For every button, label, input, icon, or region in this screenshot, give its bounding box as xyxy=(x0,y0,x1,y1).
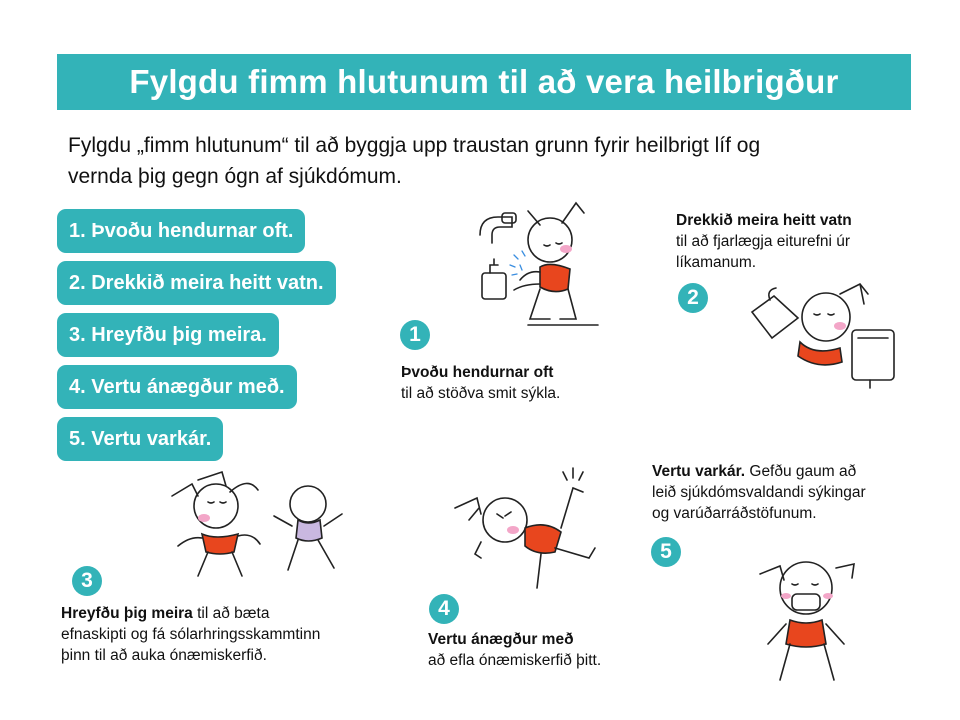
step-number-1 xyxy=(400,320,430,350)
step-label: 2. Drekkið meira heitt vatn. xyxy=(69,271,324,294)
caption-text: til að stöðva smit sýkla. xyxy=(401,385,561,402)
title-banner xyxy=(57,54,911,110)
caption-text: líkamanum. xyxy=(676,254,757,271)
step-pill-1 xyxy=(57,209,305,253)
illustration-careful-mask xyxy=(740,540,870,690)
caption-text: leið sjúkdómsvaldandi sýkingar xyxy=(652,484,866,501)
caption-text: Gefðu gaum að xyxy=(745,463,857,480)
illustration-happy xyxy=(445,458,625,598)
step-pill-5 xyxy=(57,417,223,461)
illustration-handwashing xyxy=(470,185,610,335)
step-label: 5. Vertu varkár. xyxy=(69,427,212,450)
caption-text: að efla ónæmiskerfið þitt. xyxy=(428,652,602,669)
caption-heading: Drekkið meira heitt vatn xyxy=(676,212,852,229)
step-number: 2 xyxy=(687,286,699,309)
caption-heading: Hreyfðu þig meira xyxy=(61,605,193,622)
step-label: 3. Hreyfðu þig meira. xyxy=(69,323,267,346)
step-number-3 xyxy=(72,566,102,596)
caption-text: til að bæta xyxy=(192,605,270,622)
step-number: 3 xyxy=(81,569,93,592)
caption-heading: Þvoðu hendurnar oft xyxy=(401,364,554,381)
caption-text: til að fjarlægja eiturefni úr xyxy=(676,233,851,250)
caption-heading: Vertu varkár. xyxy=(652,463,746,480)
caption-1 xyxy=(401,362,560,404)
caption-text: efnaskipti og fá sólarhringsskammtinn xyxy=(61,626,321,643)
intro-line-2: vernda þig gegn ógn af sjúkdómum. xyxy=(68,165,402,188)
caption-2 xyxy=(676,210,852,273)
step-pill-2 xyxy=(57,261,336,305)
step-pill-3 xyxy=(57,313,279,357)
page-title: Fylgdu fimm hlutunum til að vera heilbrigður xyxy=(129,63,839,100)
step-label: 1. Þvoðu hendurnar oft. xyxy=(69,219,294,242)
caption-text: þinn til að auka ónæmiskerfið. xyxy=(61,647,267,664)
caption-heading: Vertu ánægður með xyxy=(428,631,574,648)
step-number: 5 xyxy=(660,540,672,563)
step-number-4 xyxy=(429,594,459,624)
intro-text xyxy=(68,130,878,192)
step-number-2 xyxy=(678,283,708,313)
caption-text: og varúðarráðstöfunum. xyxy=(652,505,817,522)
step-number: 1 xyxy=(409,323,421,346)
caption-4 xyxy=(428,629,601,671)
step-pill-4 xyxy=(57,365,297,409)
illustration-exercising xyxy=(158,466,358,586)
intro-line-1: Fylgdu „fimm hlutunum“ til að byggja upp traustan grunn fyrir heilbrigt líf og xyxy=(68,134,761,157)
step-number-5 xyxy=(651,537,681,567)
step-number: 4 xyxy=(438,597,450,620)
caption-3 xyxy=(61,603,320,666)
step-label: 4. Vertu ánægður með. xyxy=(69,375,285,398)
caption-5 xyxy=(652,461,866,524)
illustration-drinking xyxy=(740,272,920,397)
